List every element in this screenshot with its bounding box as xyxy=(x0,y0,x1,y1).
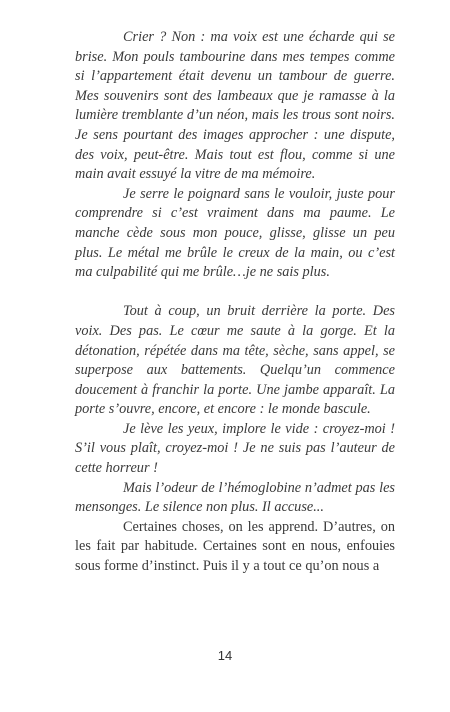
paragraph-crier: Crier ? Non : ma voix est une écharde qui se brise. Mon pouls tambourine dans mes tempes comme si l’appartement était devenu un tambour de guerre. Mes souvenirs sont des lambeaux que je ramasse à la lumière tremblante d’un néon, mais les trous sont noirs. Je sens pourtant des images approcher : une dispute, des voix, peut-être. Mais tout est flou, comme si une main avait essuyé la vitre de ma mémoire. xyxy=(75,29,395,183)
paragraph-certaines-choses: Certaines choses, on les apprend. D’autres, on les fait par habitude. Certaines sont en nous, enfouies sous forme d’instinct. Puis il y a tout ce qu’on nous a xyxy=(75,518,395,575)
body-text xyxy=(75,28,395,577)
page-number: 14 xyxy=(217,648,233,663)
paragraph-odeur: Mais l’odeur de l’hémoglobine n’admet pas les mensonges. Le silence non plus. Il accuse... xyxy=(75,479,395,516)
paragraph-poignard: Je serre le poignard sans le vouloir, juste pour comprendre si c’est vraiment dans ma paume. Le manche cède sous mon pouce, glisse, glisse un peu plus. Le métal me brûle le creux de la main, ou c’est ma culpabilité qui me brûle…je ne sais plus. xyxy=(75,185,395,281)
paragraph-implore: Je lève les yeux, implore le vide : croyez-moi ! S’il vous plaît, croyez-moi ! Je ne suis pas l’auteur de cette horreur ! xyxy=(75,420,395,477)
paragraph-bruit: Tout à coup, un bruit derrière la porte. Des voix. Des pas. Le cœur me saute à la gorge. Et la détonation, répétée dans ma tête, sèche, sans appel, se superpose aux battements. Quelqu’un commence doucement à franchir la porte. Une jambe apparaît. La porte s’ouvre, encore, et encore : le monde bascule. xyxy=(75,303,395,418)
